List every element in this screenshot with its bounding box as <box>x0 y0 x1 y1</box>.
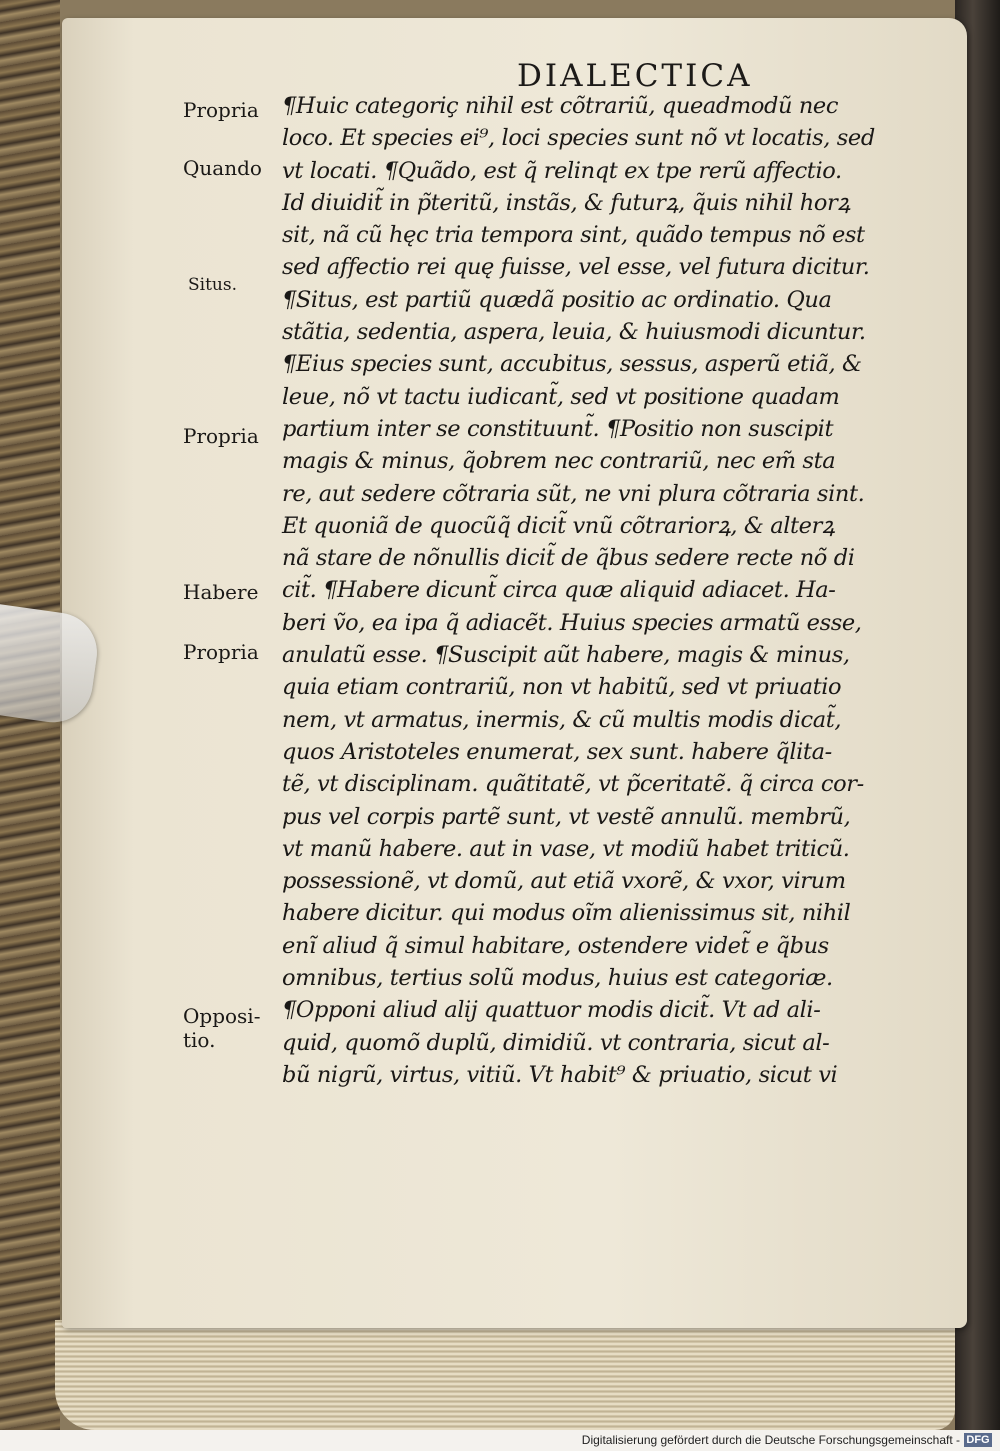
text-line: quia etiam contrariũ, non vt habitũ, sed vt priuatio <box>282 674 842 701</box>
text-line: leue, nõ vt tactu iudicant̃, sed vt positione quadam <box>282 383 840 410</box>
text-line: ¶Huic categoriç nihil est cõtrariũ, queadmodũ nec <box>282 93 839 119</box>
margin-note-propria: Propria <box>183 98 259 122</box>
margin-note-propria: Propria <box>183 640 259 664</box>
text-line: ¶Eius species sunt, accubitus, sessus, asperũ etiã, & <box>282 351 862 378</box>
text-line: beri ṽo, ea ipa q̃ adiacẽt. Huius species armatũ esse, <box>282 609 862 636</box>
running-head: DIALECTICA <box>517 58 753 94</box>
text-line: cit̃. ¶Habere dicunt̃ circa quæ aliquid adiacet. Ha- <box>282 577 836 604</box>
body-text <box>282 90 882 1091</box>
footer-bar <box>0 1430 1000 1451</box>
text-line: ¶Opponi aliud alij quattuor modis dicit̃. Vt ad ali- <box>282 997 821 1024</box>
text-line: nã stare de nõnullis dicit̃ de q̃bus sedere recte nõ di <box>282 545 855 572</box>
text-line: anulatũ esse. ¶Suscipit aũt habere, magis & minus, <box>282 642 850 669</box>
footer-credit: Digitalisierung gefördert durch die Deutsche Forschungsgemeinschaft - <box>581 1433 960 1447</box>
page-stack <box>55 1320 955 1430</box>
text-line: sit, nã cũ hęc tria tempora sint, quãdo tempus nõ est <box>282 222 865 249</box>
book-binding-left-edge <box>0 0 60 1451</box>
text-line: omnibus, tertius solũ modus, huius est categoriæ. <box>282 965 833 992</box>
text-line: nem, vt armatus, inermis, & cũ multis modis dicat̃, <box>282 706 842 733</box>
margin-note-propria: Propria <box>183 424 259 448</box>
text-line: ¶Situs, est partiũ quædã positio ac ordinatio. Qua <box>282 286 832 313</box>
text-line: re, aut sedere cõtraria sũt, ne vni plura cõtraria sint. <box>282 480 865 507</box>
dfg-logo-icon: DFG <box>964 1433 992 1447</box>
text-line: quos Aristoteles enumerat, sex sunt. habere q̃lita- <box>282 738 832 765</box>
margin-note-situs: Situs. <box>188 275 237 295</box>
text-line: quid, quomõ duplũ, dimidiũ. vt contraria, sicut al- <box>282 1029 830 1056</box>
text-line: magis & minus, q̃obrem nec contrariũ, nec em̃ sta <box>282 448 836 475</box>
text-line: tẽ, vt disciplinam. quãtitatẽ, vt p̃ceritatẽ. q̃ circa cor- <box>282 771 864 798</box>
text-line: Id diuidit̃ in p̃teritũ, instãs, & futurꝝ, q̃uis nihil horꝝ <box>282 189 850 216</box>
text-line: partium inter se constituunt̃. ¶Positio non suscipit <box>282 415 834 442</box>
text-line: Et quoniã de quocũq̃ dicit̃ vnũ cõtrariorꝝ, & alterꝝ <box>282 512 835 539</box>
text-line: possessionẽ, vt domũ, aut etiã vxorẽ, & vxor, virum <box>282 868 846 895</box>
text-line: bũ nigrũ, virtus, vitiũ. Vt habit⁹ & priuatio, sicut vi <box>282 1061 838 1088</box>
text-line: loco. Et species ei⁹, loci species sunt nõ vt locatis, sed <box>282 125 875 152</box>
margin-note-oppositio-cont: tio. <box>183 1028 216 1052</box>
margin-note-habere: Habere <box>183 580 259 604</box>
text-line: vt manũ habere. aut in vase, vt modiũ habet triticũ. <box>282 835 850 862</box>
text-line: vt locati. ¶Quãdo, est q̃ relinqt ex tpe rerũ affectio. <box>282 157 842 184</box>
margin-note-quando: Quando <box>183 156 262 180</box>
text-line: pus vel corpis partẽ sunt, vt vestẽ annulũ. membrũ, <box>282 803 851 830</box>
margin-note-oppositio: Opposi- <box>183 1004 261 1028</box>
text-line: habere dicitur. qui modus oĩm alienissimus sit, nihil <box>282 900 851 927</box>
text-line: sed affectio rei quę fuisse, vel esse, vel futura dicitur. <box>282 254 870 281</box>
text-line: enĩ aliud q̃ simul habitare, ostendere videt̃ e q̃bus <box>282 932 829 959</box>
text-line: stãtia, sedentia, aspera, leuia, & huiusmodi dicuntur. <box>282 319 866 346</box>
